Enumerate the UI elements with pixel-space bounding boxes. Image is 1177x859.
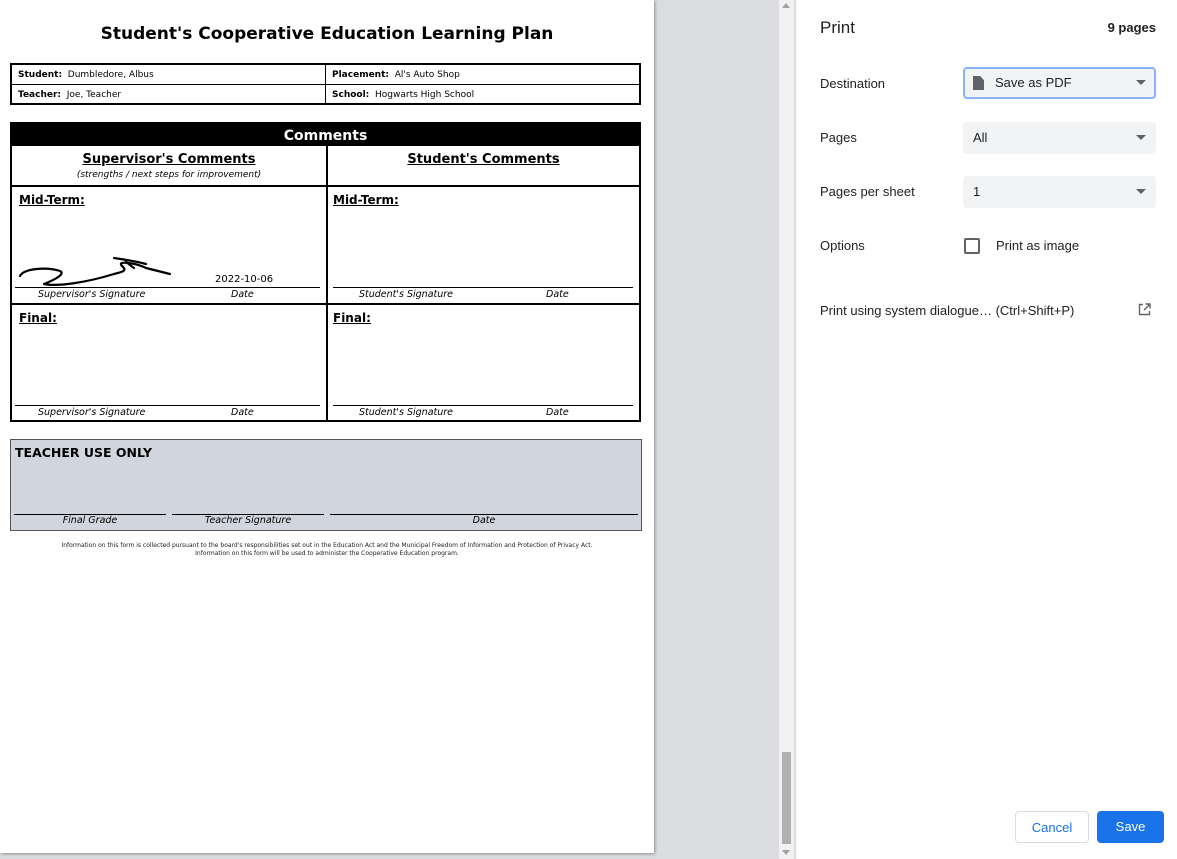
- open-external-icon[interactable]: [1138, 303, 1151, 316]
- chevron-down-icon: [1136, 80, 1146, 85]
- pages-select[interactable]: [963, 122, 1156, 154]
- signature-line: [333, 287, 633, 288]
- row-divider: [12, 303, 639, 305]
- system-dialog-link[interactable]: Print using system dialogue… (Ctrl+Shift+P): [820, 303, 1075, 318]
- student-info-table: [10, 63, 641, 105]
- placement-cell: Placement: Al's Auto Shop: [332, 70, 460, 80]
- supervisor-comments-heading: Supervisor's Comments: [82, 152, 256, 167]
- scrollbar-thumb[interactable]: [782, 752, 791, 844]
- student-cell: Student: Dumbledore, Albus: [18, 70, 154, 80]
- signature-line: [15, 287, 320, 288]
- student-signature-caption: Student's Signature: [359, 289, 454, 300]
- preview-scrollbar[interactable]: [779, 0, 794, 859]
- teacher-cell: Teacher: Joe, Teacher: [18, 90, 122, 100]
- pages-value: All: [973, 130, 988, 145]
- student-midterm-label: Mid-Term:: [333, 193, 399, 207]
- chevron-down-icon: [1136, 189, 1146, 194]
- supervisor-final-label: Final:: [19, 311, 57, 325]
- supervisor-midterm-label: Mid-Term:: [19, 193, 85, 207]
- page-count: 9 pages: [1107, 20, 1156, 35]
- print-as-image-checkbox[interactable]: [964, 238, 980, 254]
- row-divider: [12, 185, 639, 187]
- supervisor-signature-caption: Supervisor's Signature: [38, 407, 146, 418]
- pages-per-sheet-label: Pages per sheet: [820, 184, 915, 199]
- chevron-down-icon: [1136, 135, 1146, 140]
- destination-label: Destination: [820, 76, 886, 91]
- midterm-date-value: 2022-10-06: [215, 274, 274, 285]
- destination-value: Save as PDF: [995, 75, 1072, 90]
- document-icon: [973, 76, 984, 90]
- date-caption: Date: [472, 515, 496, 526]
- privacy-footnote-line2: Information on this form will be used to administer the Cooperative Education program.: [195, 550, 459, 557]
- date-caption: Date: [546, 289, 569, 300]
- cancel-button[interactable]: Cancel: [1015, 811, 1089, 843]
- supervisor-signature-image: [18, 254, 178, 290]
- date-caption: Date: [231, 289, 254, 300]
- comments-section: [10, 122, 641, 422]
- print-as-image-label[interactable]: Print as image: [996, 238, 1080, 253]
- options-label: Options: [820, 238, 865, 253]
- student-comments-heading: Student's Comments: [407, 152, 560, 167]
- pages-per-sheet-select[interactable]: [963, 176, 1156, 208]
- date-caption: Date: [231, 407, 254, 418]
- signature-line: [333, 405, 633, 406]
- scroll-down-arrow-icon[interactable]: [782, 850, 790, 855]
- pages-per-sheet-value: 1: [973, 184, 981, 199]
- destination-select[interactable]: [963, 67, 1156, 99]
- column-divider: [326, 146, 328, 420]
- student-final-label: Final:: [333, 311, 371, 325]
- signature-line: [15, 405, 320, 406]
- final-grade-caption: Final Grade: [62, 515, 118, 526]
- supervisor-signature-caption: Supervisor's Signature: [38, 289, 146, 300]
- scroll-up-arrow-icon[interactable]: [782, 3, 790, 8]
- save-button[interactable]: Save: [1097, 811, 1164, 843]
- teacher-use-title: TEACHER USE ONLY: [15, 445, 153, 460]
- pages-label: Pages: [820, 130, 857, 145]
- school-cell: School: Hogwarts High School: [332, 90, 475, 100]
- print-settings-panel: [796, 0, 1177, 859]
- document-title: Student's Cooperative Education Learning Plan: [100, 24, 554, 44]
- supervisor-comments-subtitle: (strengths / next steps for improvement): [76, 170, 262, 180]
- print-title: Print: [820, 18, 855, 37]
- teacher-use-section: [10, 439, 642, 531]
- student-signature-caption: Student's Signature: [359, 407, 454, 418]
- date-caption: Date: [546, 407, 569, 418]
- teacher-signature-caption: Teacher Signature: [204, 515, 292, 526]
- privacy-footnote-line1: Information on this form is collected pursuant to the board's responsibilities set out in the Education Act and the Municipal Freedom of Information and Protection of Privacy Act.: [61, 542, 593, 549]
- comments-heading: Comments: [12, 124, 639, 146]
